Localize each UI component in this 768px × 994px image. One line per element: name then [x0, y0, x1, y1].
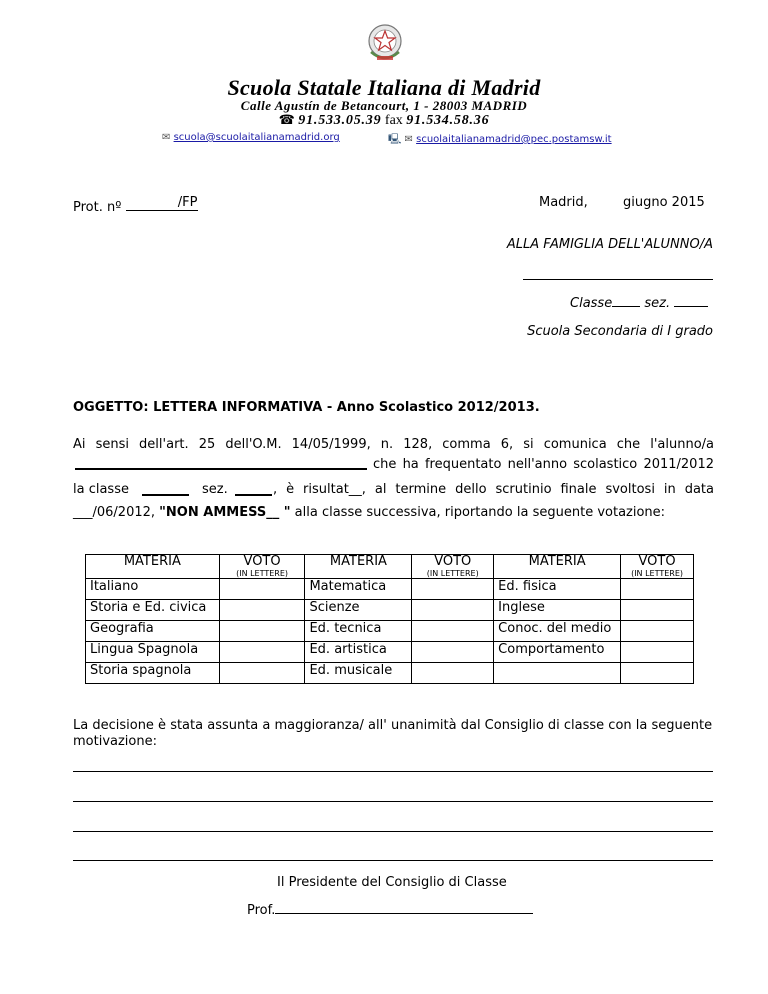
subject-cell: Inglese — [494, 600, 621, 621]
grade-cell[interactable] — [219, 642, 305, 663]
decision-text: La decisione è stata assunta a maggioranza/ all' unanimità dal Consiglio di classe con la seguente motivazione: — [73, 718, 713, 749]
school-name: Scuola Statale Italiana di Madrid — [227, 75, 541, 100]
table-row — [86, 621, 694, 642]
fax-number: 91.534.58.36 — [406, 113, 490, 128]
subject-cell: Comportamento — [494, 642, 621, 663]
subject-cell — [494, 663, 621, 684]
motivation-line-2[interactable] — [73, 801, 713, 802]
body-line-1: Ai sensi dell'art. 25 dell'O.M. 14/05/1999, n. 128, comma 6, si comunica che l'alunno/a — [73, 437, 714, 452]
signature-title: Il Presidente del Consiglio di Classe — [277, 875, 507, 890]
motivation-line-4[interactable] — [73, 860, 713, 861]
student-name-blank — [75, 468, 367, 470]
protocol-line — [73, 195, 198, 215]
subject-cell: Storia spagnola — [86, 663, 220, 684]
grade-cell[interactable] — [621, 621, 694, 642]
italian-emblem-logo — [365, 22, 405, 64]
subject-cell: Storia e Ed. civica — [86, 600, 220, 621]
envelope-icon: ✉ — [162, 132, 171, 143]
school-level: Scuola Secondaria di I grado — [527, 324, 713, 339]
grade-cell[interactable] — [412, 642, 494, 663]
header-voto: VOTO (IN LETTERE) — [219, 555, 305, 579]
grade-cell[interactable] — [621, 579, 694, 600]
table-row — [86, 579, 694, 600]
motivation-line-3[interactable] — [73, 831, 713, 832]
signature-prof — [247, 903, 533, 918]
body-line-4 — [73, 505, 665, 520]
subject-cell: Ed. fisica — [494, 579, 621, 600]
subject-cell: Matematica — [305, 579, 412, 600]
table-row — [86, 663, 694, 684]
grade-cell[interactable] — [412, 579, 494, 600]
table-row — [86, 600, 694, 621]
class-label: Classe — [570, 296, 613, 311]
fax-label: fax — [384, 113, 403, 128]
phone-number: 91.533.05.39 — [298, 113, 382, 128]
table-row — [86, 642, 694, 663]
subject-cell: Ed. tecnica — [305, 621, 412, 642]
protocol-label: Prot. nº — [73, 200, 122, 215]
phone-fax-line — [0, 112, 768, 129]
subject-cell: Conoc. del medio — [494, 621, 621, 642]
protocol-number-blank — [126, 195, 198, 211]
date-blank: ___/06/2012, — [73, 505, 160, 520]
table-header-row — [86, 555, 694, 579]
phone-icon: ☎ — [278, 112, 295, 127]
grade-cell[interactable] — [219, 621, 305, 642]
class-blank — [142, 494, 189, 496]
envelope-icon: ✉ — [404, 134, 413, 145]
subject-cell: Ed. musicale — [305, 663, 412, 684]
recipient-family: ALLA FAMIGLIA DELL'ALUNNO/A — [506, 237, 713, 252]
body-line-4-end: alla classe successiva, riportando la seguente votazione: — [290, 505, 666, 520]
email-link[interactable]: scuola@scuolaitalianamadrid.org — [173, 132, 340, 143]
section-label: sez. — [644, 296, 671, 311]
school-address: Calle Agustín de Betancourt, 1 - 28003 MADRID — [240, 98, 528, 113]
grade-cell[interactable] — [621, 642, 694, 663]
grade-cell[interactable] — [219, 600, 305, 621]
header-materia: MATERIA — [305, 555, 412, 579]
email-line — [162, 132, 340, 143]
date-city: Madrid, — [539, 195, 588, 210]
grade-cell[interactable] — [621, 663, 694, 684]
subject-cell: Italiano — [86, 579, 220, 600]
grade-cell[interactable] — [219, 579, 305, 600]
subject-cell: Ed. artistica — [305, 642, 412, 663]
pec-line — [388, 132, 612, 149]
grade-cell[interactable] — [219, 663, 305, 684]
subject-cell: Scienze — [305, 600, 412, 621]
header-materia: MATERIA — [494, 555, 621, 579]
subject-cell: Lingua Spagnola — [86, 642, 220, 663]
grades-table — [85, 554, 694, 684]
grade-cell[interactable] — [412, 621, 494, 642]
section-blank — [235, 494, 272, 496]
header-voto: VOTO (IN LETTERE) — [412, 555, 494, 579]
grade-cell[interactable] — [412, 600, 494, 621]
body-line-2: che ha frequentato nell'anno scolastico 2011/2012 — [373, 457, 714, 472]
grade-cell[interactable] — [412, 663, 494, 684]
non-ammesso-text: "NON AMMESS__ " — [159, 505, 291, 520]
body-line-3-end: , è risultat__, al termine dello scrutinio finale svoltosi in data — [273, 482, 714, 497]
header-voto: VOTO (IN LETTERE) — [621, 555, 694, 579]
class-section-line — [570, 296, 708, 311]
body-line-3-sez: sez. — [202, 482, 228, 497]
date-value: giugno 2015 — [623, 195, 705, 210]
computer-icon: 🖳 — [388, 134, 402, 145]
student-name-line — [523, 279, 713, 280]
grade-cell[interactable] — [621, 600, 694, 621]
prof-label: Prof. — [247, 903, 276, 918]
signature-blank[interactable] — [275, 913, 533, 914]
pec-link[interactable]: scuolaitalianamadrid@pec.postamsw.it — [416, 134, 612, 145]
subject-cell: Geografia — [86, 621, 220, 642]
protocol-suffix: /FP — [177, 195, 198, 210]
motivation-line-1[interactable] — [73, 771, 713, 772]
header-materia: MATERIA — [86, 555, 220, 579]
body-line-3-start: la classe — [73, 482, 129, 497]
subject-line: OGGETTO: LETTERA INFORMATIVA - Anno Scolastico 2012/2013. — [73, 400, 540, 415]
